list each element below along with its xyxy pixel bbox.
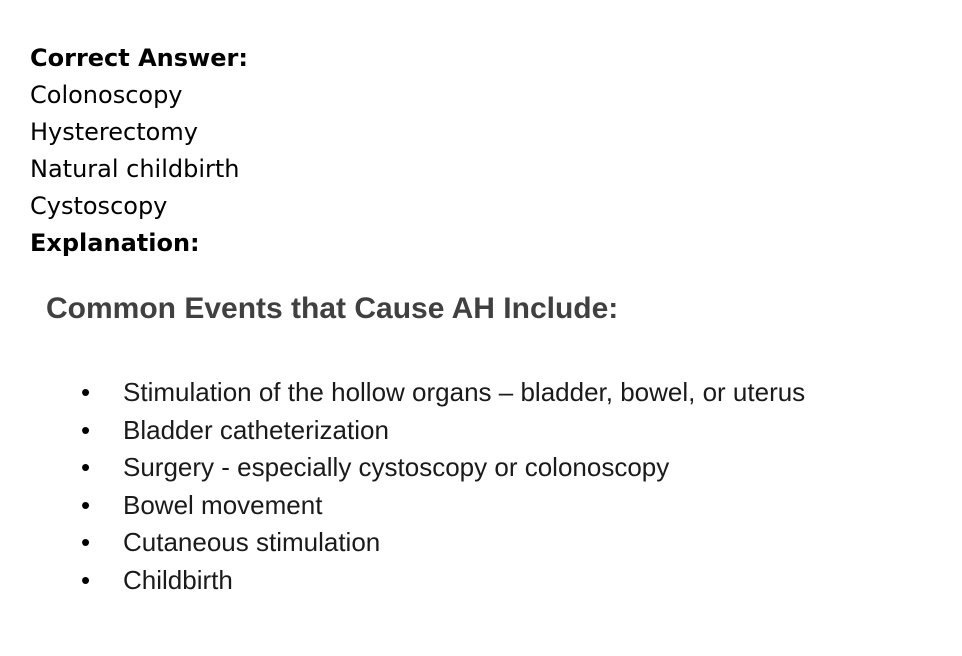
- bullet-icon: •: [81, 377, 91, 407]
- bullet-icon: •: [81, 564, 91, 595]
- bullet-icon: •: [81, 527, 91, 557]
- list-item-text: Childbirth: [123, 564, 233, 595]
- list-item-text: Bladder catheterization: [123, 414, 389, 445]
- list-item-text: Cutaneous stimulation: [123, 527, 381, 557]
- list-item-text: Surgery - especially cystoscopy or colonoscopy: [123, 452, 670, 482]
- bullet-icon: •: [81, 414, 91, 445]
- correct-answer-label: Correct Answer:: [30, 44, 248, 72]
- explanation-figure: [30, 288, 930, 628]
- answer-option: Cystoscopy: [30, 192, 168, 220]
- answer-option: Colonoscopy: [30, 81, 183, 109]
- bullet-icon: •: [81, 489, 91, 520]
- explanation-heading: Common Events that Cause AH Include:: [46, 292, 619, 325]
- answer-option: Natural childbirth: [30, 155, 240, 183]
- list-item-text: Stimulation of the hollow organs – bladder, bowel, or uterus: [123, 377, 806, 407]
- bullet-icon: •: [81, 452, 91, 482]
- answer-block: [30, 40, 248, 262]
- explanation-label: Explanation:: [30, 229, 200, 257]
- list-item-text: Bowel movement: [123, 489, 323, 520]
- answer-option: Hysterectomy: [30, 118, 198, 146]
